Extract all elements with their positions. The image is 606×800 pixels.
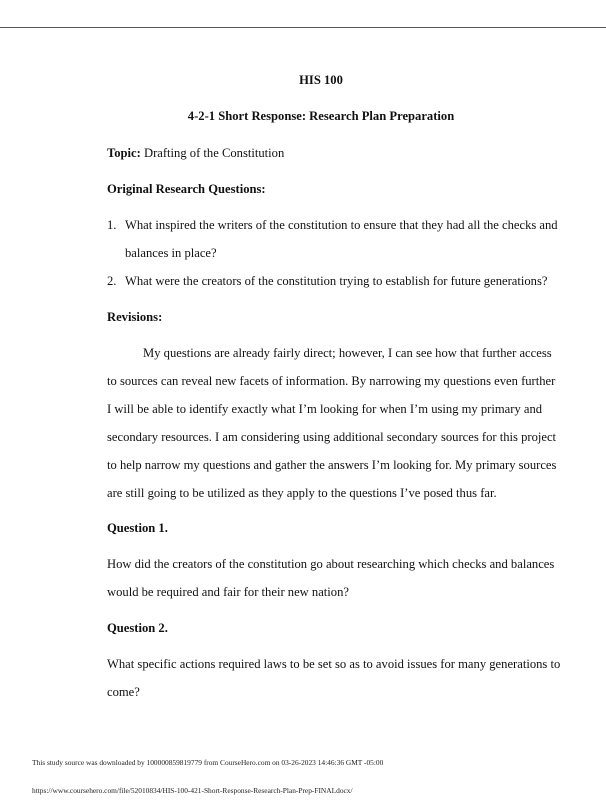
question1-line: would be required and fair for their new nation? [107, 585, 349, 599]
revisions-paragraph-line: My questions are already fairly direct; however, I can see how that further access [143, 346, 552, 360]
revisions-paragraph-line: secondary resources. I am considering using additional secondary sources for this project [107, 430, 557, 444]
list-item-text: balances in place? [125, 246, 217, 260]
list-item-number: 1. [107, 218, 117, 232]
list-item-number: 2. [107, 274, 117, 288]
revisions-paragraph-line: to sources can reveal new facets of information. By narrowing my questions even further [107, 374, 556, 388]
original-questions-heading: Original Research Questions: [107, 182, 266, 196]
question2-line: What specific actions required laws to be set so as to avoid issues for many generations to [107, 657, 561, 671]
list-item-text: What were the creators of the constitution trying to establish for future generations? [125, 274, 548, 288]
list-item-text: What inspired the writers of the constitution to ensure that they had all the checks and [125, 218, 558, 232]
course-heading: HIS 100 [299, 73, 343, 87]
question2-heading: Question 2. [107, 621, 168, 635]
revisions-paragraph-line: I will be able to identify exactly what I’m looking for when I’m using my primary and [107, 402, 543, 416]
topic-label: Topic: [107, 146, 141, 160]
revisions-paragraph-line: are still going to be utilized as they apply to the questions I’ve posed thus far. [107, 486, 497, 500]
question1-heading: Question 1. [107, 521, 168, 535]
source-url[interactable]: https://www.coursehero.com/file/52010834/HIS-100-421-Short-Response-Research-Plan-Prep-FINALdocx/ [32, 786, 353, 795]
question1-line: How did the creators of the constitution go about researching which checks and balances [107, 557, 555, 571]
download-notice: This study source was downloaded by 100000859819779 from CourseHero.com on 03-26-2023 14:46:36 GMT -05:00 [32, 758, 384, 767]
revisions-heading: Revisions: [107, 310, 163, 324]
topic-value: Drafting of the Constitution [140, 146, 285, 160]
document-title: 4-2-1 Short Response: Research Plan Preparation [187, 109, 455, 123]
revisions-paragraph-line: to help narrow my questions and gather the answers I’m looking for. My primary sources [107, 458, 557, 472]
topic-line [107, 145, 284, 161]
question2-line: come? [107, 685, 140, 699]
